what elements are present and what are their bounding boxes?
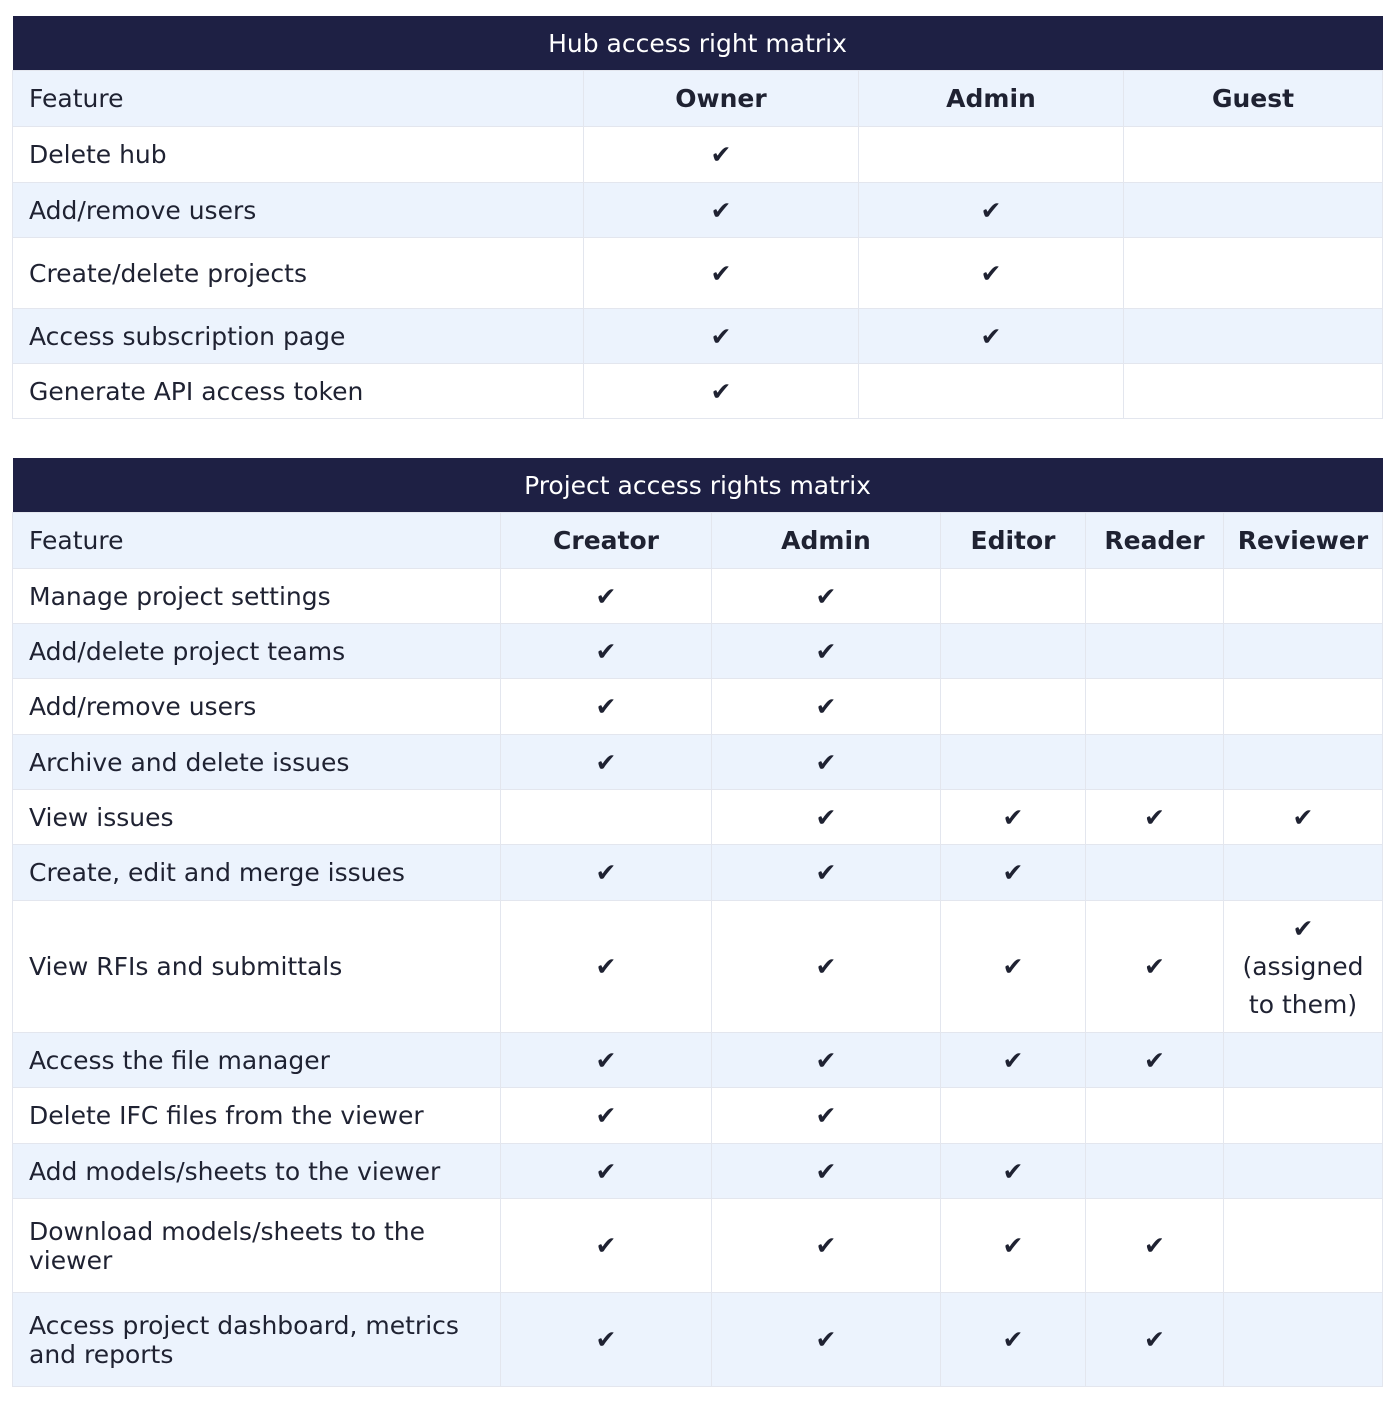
- permission-cell: [1124, 309, 1383, 364]
- permission-cell: [1224, 679, 1383, 735]
- checkmark-icon: ✔: [712, 845, 941, 901]
- table-row: [13, 183, 1383, 238]
- checkmark-icon: ✔: [584, 238, 859, 309]
- permission-cell: [1224, 1293, 1383, 1387]
- checkmark-icon: ✔: [712, 679, 941, 735]
- column-header-feature: Feature: [13, 71, 584, 127]
- table-row: [13, 1088, 1383, 1144]
- column-header-owner: Owner: [584, 71, 859, 127]
- feature-label: Access the file manager: [13, 1033, 501, 1088]
- permission-cell: [1086, 624, 1224, 679]
- permission-cell: [1124, 364, 1383, 419]
- hub-matrix-title: Hub access right matrix: [13, 16, 1383, 71]
- checkmark-icon: ✔: [1292, 913, 1314, 943]
- permission-cell: [1086, 569, 1224, 624]
- hub-header-row: [13, 71, 1383, 127]
- permission-cell: [941, 735, 1086, 790]
- column-header-guest: Guest: [1124, 71, 1383, 127]
- feature-label: Download models/sheets to the viewer: [13, 1199, 501, 1293]
- checkmark-icon: ✔: [941, 901, 1086, 1033]
- checkmark-icon: ✔: [501, 569, 712, 624]
- feature-label: Access project dashboard, metrics and reports: [13, 1293, 501, 1387]
- feature-label: Manage project settings: [13, 569, 501, 624]
- table-row: [13, 624, 1383, 679]
- checkmark-icon: ✔: [712, 569, 941, 624]
- permission-cell: [859, 364, 1124, 419]
- checkmark-icon: ✔: [501, 845, 712, 901]
- feature-label: Add/delete project teams: [13, 624, 501, 679]
- permission-cell: [1124, 183, 1383, 238]
- checkmark-icon: ✔: [501, 1293, 712, 1387]
- permission-cell: [941, 624, 1086, 679]
- permission-cell: [1224, 624, 1383, 679]
- feature-label: View issues: [13, 790, 501, 845]
- permission-cell: [1224, 1144, 1383, 1199]
- permission-cell: [1224, 1199, 1383, 1293]
- checkmark-icon: ✔: [501, 624, 712, 679]
- checkmark-icon: ✔: [501, 735, 712, 790]
- permission-cell: [941, 1088, 1086, 1144]
- feature-label: Delete IFC files from the viewer: [13, 1088, 501, 1144]
- checkmark-icon: ✔: [712, 1088, 941, 1144]
- checkmark-icon: ✔: [712, 735, 941, 790]
- checkmark-icon: ✔: [941, 1144, 1086, 1199]
- permission-cell: [1224, 845, 1383, 901]
- column-header-admin: Admin: [859, 71, 1124, 127]
- checkmark-icon: ✔: [859, 183, 1124, 238]
- checkmark-icon: ✔: [1086, 1199, 1224, 1293]
- table-row: [13, 1199, 1383, 1293]
- checkmark-icon: ✔: [501, 1088, 712, 1144]
- permission-cell: [941, 679, 1086, 735]
- permission-cell: [1086, 1144, 1224, 1199]
- permission-cell: [941, 569, 1086, 624]
- table-row: [13, 845, 1383, 901]
- checkmark-icon: ✔: [941, 845, 1086, 901]
- feature-label: Add/remove users: [13, 679, 501, 735]
- permission-cell: [859, 127, 1124, 183]
- hub-access-matrix: [12, 16, 1383, 419]
- permission-cell: [1224, 569, 1383, 624]
- checkmark-icon: ✔: [941, 1293, 1086, 1387]
- checkmark-icon: ✔: [712, 790, 941, 845]
- permission-cell: [1086, 735, 1224, 790]
- column-header-creator: Creator: [501, 513, 712, 569]
- checkmark-icon: ✔: [1086, 901, 1224, 1033]
- column-header-editor: Editor: [941, 513, 1086, 569]
- table-row: [13, 569, 1383, 624]
- table-row: [13, 790, 1383, 845]
- feature-label: Archive and delete issues: [13, 735, 501, 790]
- column-header-feature: Feature: [13, 513, 501, 569]
- checkmark-icon: ✔: [1086, 790, 1224, 845]
- permission-cell: [1224, 1088, 1383, 1144]
- permission-cell: [1124, 127, 1383, 183]
- permission-cell: [1124, 238, 1383, 309]
- checkmark-icon: ✔: [501, 679, 712, 735]
- checkmark-icon: ✔: [501, 901, 712, 1033]
- column-header-reader: Reader: [1086, 513, 1224, 569]
- checkmark-icon: ✔: [1224, 790, 1383, 845]
- table-row: [13, 127, 1383, 183]
- permission-cell: [1086, 679, 1224, 735]
- column-header-reviewer: Reviewer: [1224, 513, 1383, 569]
- checkmark-icon: ✔: [941, 790, 1086, 845]
- checkmark-icon: ✔: [584, 364, 859, 419]
- table-row: [13, 1033, 1383, 1088]
- table-row: [13, 679, 1383, 735]
- table-row: [13, 1293, 1383, 1387]
- permission-cell: [1086, 1088, 1224, 1144]
- feature-label: Add/remove users: [13, 183, 584, 238]
- checkmark-icon: ✔: [1086, 1033, 1224, 1088]
- checkmark-icon: ✔: [712, 624, 941, 679]
- checkmark-icon: ✔: [859, 238, 1124, 309]
- checkmark-icon: ✔: [1086, 1293, 1224, 1387]
- reviewer-note: (assigned to them): [1242, 951, 1364, 1019]
- permission-cell: [1224, 1033, 1383, 1088]
- permission-cell: [1224, 735, 1383, 790]
- feature-label: Create/delete projects: [13, 238, 584, 309]
- table-row: [13, 1144, 1383, 1199]
- column-header-admin: Admin: [712, 513, 941, 569]
- table-row: [13, 309, 1383, 364]
- checkmark-icon: ✔: [941, 1033, 1086, 1088]
- project-matrix-title: Project access rights matrix: [13, 458, 1383, 513]
- feature-label: Create, edit and merge issues: [13, 845, 501, 901]
- checkmark-icon: ✔: [712, 1144, 941, 1199]
- checkmark-icon: ✔: [712, 1033, 941, 1088]
- checkmark-icon: ✔: [584, 309, 859, 364]
- checkmark-icon: ✔: [859, 309, 1124, 364]
- checkmark-icon: ✔: [501, 1144, 712, 1199]
- reviewer-cell: [1224, 901, 1383, 1033]
- feature-label: Add models/sheets to the viewer: [13, 1144, 501, 1199]
- checkmark-icon: ✔: [584, 127, 859, 183]
- feature-label: Access subscription page: [13, 309, 584, 364]
- checkmark-icon: ✔: [584, 183, 859, 238]
- table-row: [13, 364, 1383, 419]
- checkmark-icon: ✔: [941, 1199, 1086, 1293]
- table-row: [13, 901, 1383, 1033]
- feature-label: View RFIs and submittals: [13, 901, 501, 1033]
- checkmark-icon: ✔: [501, 1199, 712, 1293]
- table-row: [13, 735, 1383, 790]
- permission-cell: [501, 790, 712, 845]
- checkmark-icon: ✔: [501, 1033, 712, 1088]
- checkmark-icon: ✔: [712, 901, 941, 1033]
- permission-cell: [1086, 845, 1224, 901]
- checkmark-icon: ✔: [712, 1199, 941, 1293]
- table-row: [13, 238, 1383, 309]
- project-access-matrix: [12, 458, 1383, 1387]
- checkmark-icon: ✔: [712, 1293, 941, 1387]
- project-header-row: [13, 513, 1383, 569]
- feature-label: Generate API access token: [13, 364, 584, 419]
- feature-label: Delete hub: [13, 127, 584, 183]
